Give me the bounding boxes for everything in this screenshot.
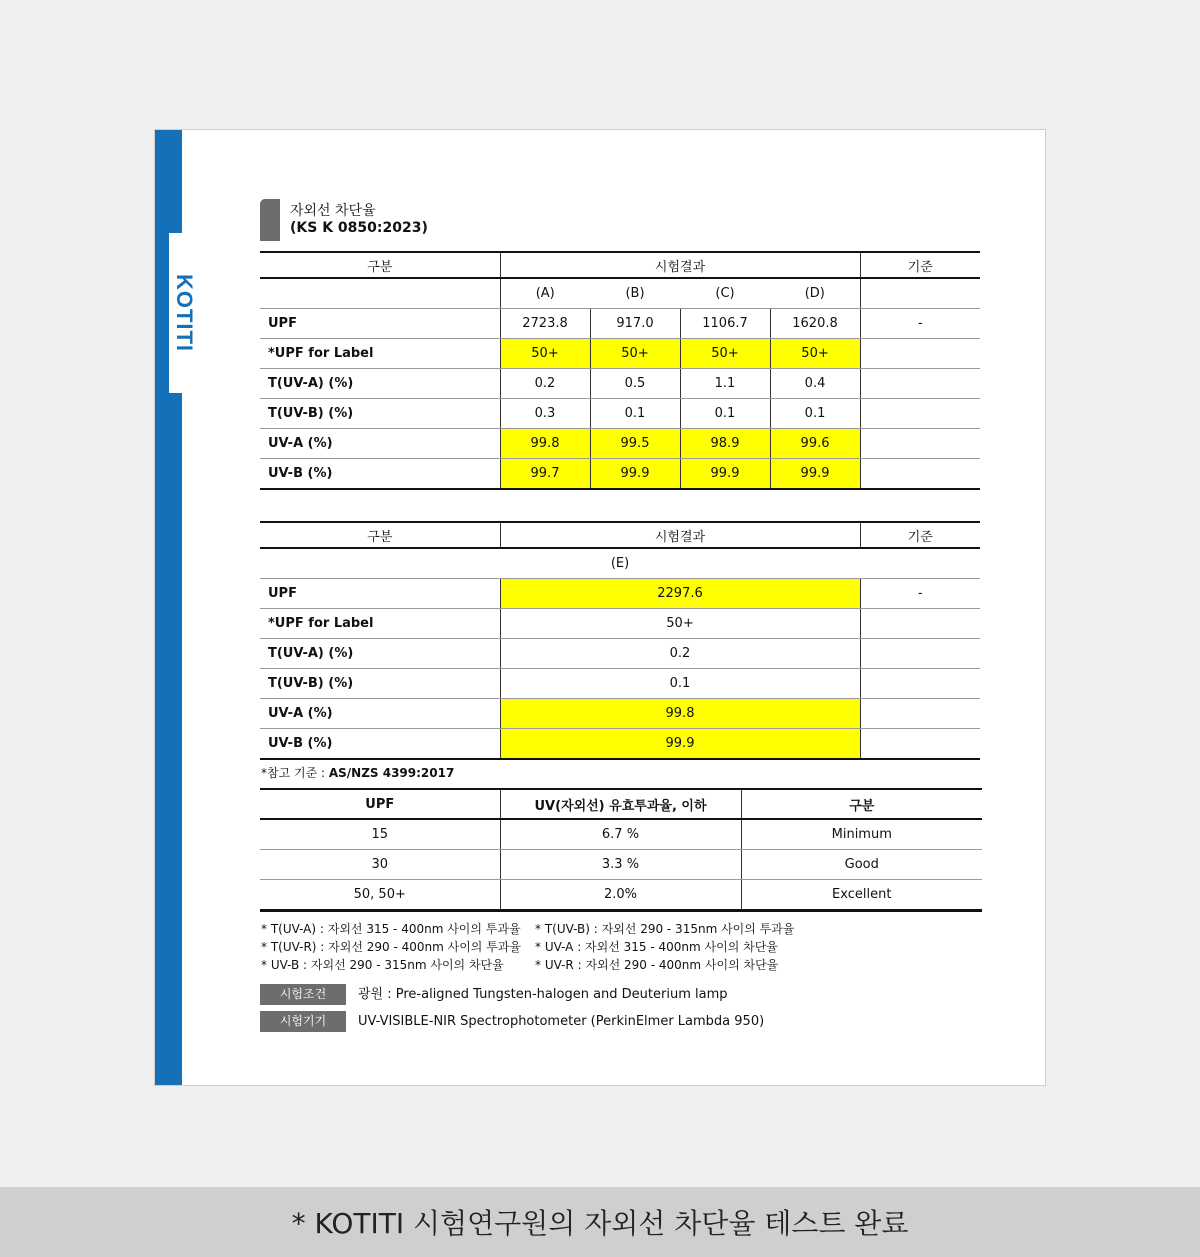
footnote: * UV-B : 자외선 290 - 315nm 사이의 차단율 <box>261 958 504 972</box>
result-cell: 0.2 <box>500 369 590 399</box>
result-cell: 99.7 <box>500 459 590 490</box>
kotiti-logo: KOTITI <box>172 273 198 353</box>
header-results: 시험결과 <box>500 252 860 278</box>
row-label: *UPF for Label <box>260 339 500 369</box>
table-row <box>260 339 980 369</box>
result-cell: 99.9 <box>500 729 860 760</box>
table-row <box>260 429 980 459</box>
result-cell: 2297.6 <box>500 579 860 609</box>
row-label: T(UV-B) (%) <box>260 399 500 429</box>
table-row <box>260 819 982 850</box>
criterion-cell: - <box>860 309 980 339</box>
table-header-row <box>260 522 980 548</box>
criterion-cell <box>860 369 980 399</box>
footnote: * UV-R : 자외선 290 - 400nm 사이의 차단율 <box>535 958 779 972</box>
test-instrument-badge: 시험기기 <box>260 1011 346 1032</box>
header-criterion: 기준 <box>860 252 980 278</box>
result-cell: 0.1 <box>500 669 860 699</box>
section-title: 자외선 차단율 <box>290 203 376 219</box>
row-label: T(UV-A) (%) <box>260 639 500 669</box>
header-upf: UPF <box>260 789 500 819</box>
result-cell: 1.1 <box>680 369 770 399</box>
report-card <box>154 129 1046 1086</box>
row-label: UPF <box>260 309 500 339</box>
row-label: UV-B (%) <box>260 459 500 490</box>
header-transmittance: UV(자외선) 유효투과율, 이하 <box>500 789 741 819</box>
result-cell: 99.9 <box>770 459 860 490</box>
row-label: UV-A (%) <box>260 429 500 459</box>
result-cell: 0.1 <box>680 399 770 429</box>
table-row <box>260 609 980 639</box>
table-row <box>260 699 980 729</box>
caption-text: * KOTITI 시험연구원의 자외선 차단율 테스트 완료 <box>291 1207 909 1240</box>
table-row <box>260 579 980 609</box>
result-cell: 99.8 <box>500 699 860 729</box>
criterion-cell <box>860 699 980 729</box>
row-label: T(UV-B) (%) <box>260 669 500 699</box>
table-body <box>260 309 980 490</box>
table-row <box>260 729 980 760</box>
row-label: UPF <box>260 579 500 609</box>
rating-cell: 2.0% <box>500 880 741 911</box>
table-body <box>260 579 980 760</box>
rating-cell: 15 <box>260 819 500 850</box>
subheader-d: (D) <box>770 278 860 309</box>
test-condition-badge: 시험조건 <box>260 984 346 1005</box>
criterion-cell <box>860 729 980 760</box>
row-label: UV-A (%) <box>260 699 500 729</box>
subheader-c: (C) <box>680 278 770 309</box>
section-standard: (KS K 0850:2023) <box>290 220 428 236</box>
footnote: * UV-A : 자외선 315 - 400nm 사이의 차단율 <box>535 940 778 954</box>
results-table-e <box>260 521 980 760</box>
footnote: * T(UV-R) : 자외선 290 - 400nm 사이의 투과율 <box>261 940 521 954</box>
rating-cell: Excellent <box>741 880 982 911</box>
result-cell: 99.8 <box>500 429 590 459</box>
table-row <box>260 639 980 669</box>
table-row <box>260 669 980 699</box>
test-instrument-text: UV-VISIBLE-NIR Spectrophotometer (PerkinElmer Lambda 950) <box>358 1014 765 1029</box>
result-cell: 917.0 <box>590 309 680 339</box>
result-cell: 0.2 <box>500 639 860 669</box>
header-results: 시험결과 <box>500 522 860 548</box>
criterion-cell <box>860 459 980 490</box>
criterion-cell <box>860 429 980 459</box>
result-cell: 98.9 <box>680 429 770 459</box>
test-condition-text: 광원 : Pre-aligned Tungsten-halogen and Deuterium lamp <box>358 987 728 1002</box>
table-subheader-row <box>260 278 980 309</box>
subheader-b: (B) <box>590 278 680 309</box>
table-body <box>260 819 982 911</box>
result-cell: 2723.8 <box>500 309 590 339</box>
table-row <box>260 850 982 880</box>
result-cell: 0.4 <box>770 369 860 399</box>
results-table-a-d <box>260 251 980 490</box>
result-cell: 50+ <box>590 339 680 369</box>
result-cell: 0.1 <box>590 399 680 429</box>
criterion-cell: - <box>860 579 980 609</box>
result-cell: 1620.8 <box>770 309 860 339</box>
result-cell: 50+ <box>770 339 860 369</box>
table-row <box>260 369 980 399</box>
table-header-row <box>260 789 982 819</box>
reference-note: *참고 기준 : AS/NZS 4399:2017 <box>261 766 455 780</box>
rating-cell: 3.3 % <box>500 850 741 880</box>
table-row <box>260 399 980 429</box>
subheader-e: (E) <box>260 548 980 579</box>
criterion-cell <box>860 669 980 699</box>
criterion-cell <box>860 609 980 639</box>
result-cell: 99.9 <box>680 459 770 490</box>
result-cell: 99.9 <box>590 459 680 490</box>
table-row <box>260 309 980 339</box>
result-cell: 99.6 <box>770 429 860 459</box>
result-cell: 0.5 <box>590 369 680 399</box>
subheader-a: (A) <box>500 278 590 309</box>
table-row <box>260 880 982 911</box>
result-cell: 99.5 <box>590 429 680 459</box>
result-cell: 1106.7 <box>680 309 770 339</box>
upf-rating-table <box>260 788 982 912</box>
rating-cell: 30 <box>260 850 500 880</box>
rating-cell: 50, 50+ <box>260 880 500 911</box>
test-instrument <box>260 1011 764 1032</box>
row-label: T(UV-A) (%) <box>260 369 500 399</box>
table-header-row <box>260 252 980 278</box>
row-label: *UPF for Label <box>260 609 500 639</box>
result-cell: 50+ <box>680 339 770 369</box>
result-cell: 50+ <box>500 339 590 369</box>
row-label: UV-B (%) <box>260 729 500 760</box>
criterion-cell <box>860 639 980 669</box>
result-cell: 0.1 <box>770 399 860 429</box>
test-condition <box>260 983 728 1005</box>
rating-cell: Minimum <box>741 819 982 850</box>
header-category: 구분 <box>260 522 500 548</box>
header-grade: 구분 <box>741 789 982 819</box>
criterion-cell <box>860 399 980 429</box>
footnote: * T(UV-B) : 자외선 290 - 315nm 사이의 투과율 <box>535 922 795 936</box>
result-cell: 0.3 <box>500 399 590 429</box>
criterion-cell <box>860 339 980 369</box>
header-category: 구분 <box>260 252 500 278</box>
rating-cell: 6.7 % <box>500 819 741 850</box>
section-marker <box>260 199 280 241</box>
rating-cell: Good <box>741 850 982 880</box>
result-cell: 50+ <box>500 609 860 639</box>
header-criterion: 기준 <box>860 522 980 548</box>
caption-bar <box>0 1187 1200 1257</box>
footnote: * T(UV-A) : 자외선 315 - 400nm 사이의 투과율 <box>261 922 521 936</box>
table-row <box>260 459 980 490</box>
table-subheader-row <box>260 548 980 579</box>
